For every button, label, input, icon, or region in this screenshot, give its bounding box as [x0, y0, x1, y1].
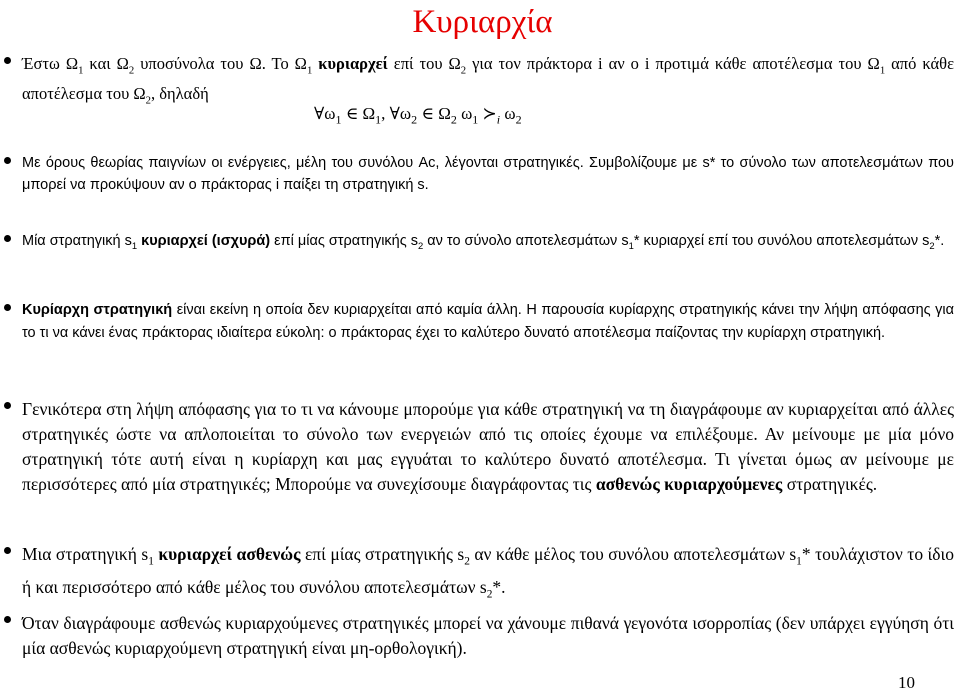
- page-number: 10: [898, 673, 915, 692]
- bullet-icon: [4, 304, 11, 311]
- bullet-strategies: [22, 152, 954, 196]
- paragraph-text: Μια στρατηγική $s_1$ κυριαρχεί ασθενώς επί μίας στρατηγικής $s_2$ αν κάθε μέλος του συνόλου αποτελεσμάτων $s_1*$ τουλάχιστον το ίδιο ή και περισσότερο από κάθε μέλος του συνόλου αποτελεσμάτων $s_2*$.: [22, 544, 954, 600]
- slide-title: Κυριαρχία: [412, 4, 553, 40]
- paragraph-text: Έστω $\Omega_1$ και $\Omega_2$ υποσύνολα του Ω. Το $\Omega_1$ κυριαρχεί επί του $\Omega_2$ για τον πράκτορα i αν ο i προτιμά κάθε αποτέλεσμα του $\Omega_1$ από κάθε αποτέλεσμα του $\Omega_2$, δηλαδή: [22, 54, 955, 107]
- bullet-weak-deletion-warning: [22, 611, 954, 661]
- bullet-strong-domination: [22, 230, 954, 257]
- paragraph-text: Γενικότερα στη λήψη απόφασης για το τι να κάνουμε μπορούμε για κάθε στρατηγική να τη διαγράφουμε αν κυριαρχείται από άλλες στρατηγικές ώστε να απλοποιείται το σύνολο των ενεργειών από τις οποίες έχουμε να επιλέξουμε. Αν μείνουμε με μία μόνο στρατηγική τότε αυτή είναι η κυρίαρχη και μας εγγυάται το καλύτερο δυνατό αποτέλεσμα. Τι γίνεται όμως αν μείνουμε με περισσότερες από μία στρατηγικές; Μπορούμε να συνεχίσουμε διαγράφοντας τις ασθενώς κυριαρχούμενες στρατηγικές.: [22, 399, 954, 494]
- domination-formula: $\forall\omega_1$ ∈ $\Omega_1$, $\forall\omega_2$ ∈ $\Omega_2$ $\omega_1$ $≻_i$ $\omega_2$: [314, 104, 522, 127]
- bullet-weak-domination: [22, 542, 954, 607]
- paragraph-text: Μία στρατηγική $s_1$ κυριαρχεί (ισχυρά) επί μίας στρατηγικής $s_2$ αν το σύνολο αποτελεσμάτων $s_1*$ κυριαρχεί επί του συνόλου αποτελεσμάτων $s_2*$.: [22, 233, 945, 251]
- bullet-icon: [4, 235, 11, 242]
- paragraph-text: Όταν διαγράφουμε ασθενώς κυριαρχούμενες στρατηγικές μπορεί να χάνουμε πιθανά γεγονότα ισορροπίας (δεν υπάρχει εγγύηση ότι μία ασθενώς κυριαρχούμενη στρατηγική είναι μη-ορθολογική).: [22, 613, 954, 658]
- bullet-general-deletion: [22, 397, 954, 497]
- bullet-icon: [4, 157, 11, 164]
- bullet-icon: [4, 547, 11, 554]
- bullet-icon: [4, 57, 11, 64]
- bullet-icon: [4, 616, 11, 623]
- bullet-icon: [4, 402, 11, 409]
- paragraph-text: Με όρους θεωρίας παιγνίων οι ενέργειες, μέλη του συνόλου Ac, λέγονται στρατηγικές. Συμβολίζουμε με s* το σύνολο των αποτελεσμάτων που μπορεί να προκύψουν αν ο πράκτορας i παίξει τη στρατηγική s.: [22, 155, 954, 193]
- bullet-dominant-strategy: [22, 299, 954, 345]
- paragraph-text: Κυρίαρχη στρατηγική είναι εκείνη η οποία δεν κυριαρχείται από καμία άλλη. Η παρουσία κυρίαρχης στρατηγικής κάνει την λήψη απόφασης για το τι να κάνει ένας πράκτορας ιδιαίτερα εύκολη: ο πράκτορας έχει το καλύτερο δυνατό αποτέλεσμα παίζοντας την κυρίαρχη στρατηγική.: [22, 302, 955, 341]
